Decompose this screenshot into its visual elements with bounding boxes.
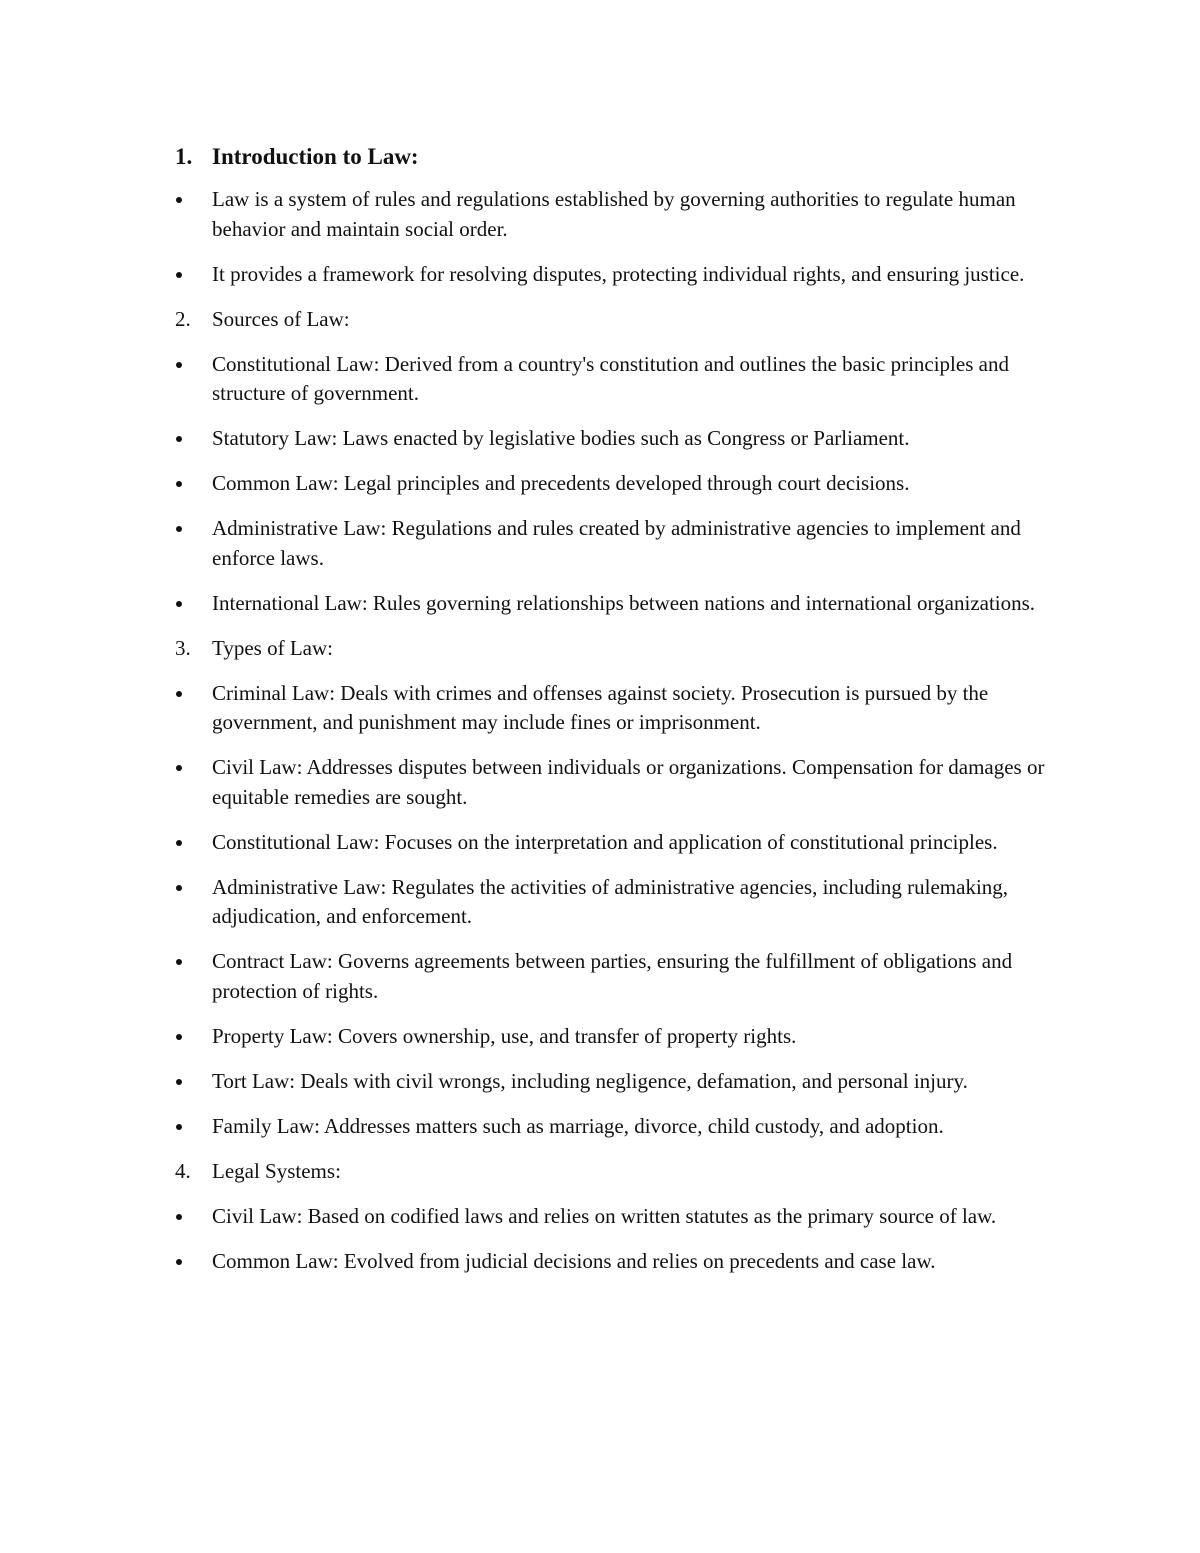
list-item-text: Civil Law: Based on codified laws and relies on written statutes as the primary source of law. (212, 1203, 997, 1228)
bullet-icon (176, 885, 182, 891)
bullet-icon (176, 272, 182, 278)
list-item-text: Common Law: Legal principles and precedents developed through court decisions. (212, 471, 910, 495)
list-item-text: Administrative Law: Regulates the activities of administrative agencies, including rulemaking, adjudication, and enforcement. (212, 874, 1009, 928)
list-item-text: Civil Law: Addresses disputes between individuals or organizations. Compensation for damages or equitable remedies are sought. (212, 755, 1045, 809)
list-item (172, 424, 1072, 454)
section-heading-legal-systems (172, 1157, 1072, 1187)
bullet-icon (176, 1124, 182, 1130)
list-item-text: Administrative Law: Regulations and rules created by administrative agencies to implement and enforce laws. (212, 516, 1021, 570)
section-heading-sources (172, 305, 1072, 335)
list-item-text: Statutory Law: Laws enacted by legislative bodies such as Congress or Parliament. (212, 426, 910, 450)
section-title: Legal Systems: (212, 1158, 341, 1183)
section-title: Types of Law: (212, 635, 333, 660)
section-title: Introduction to Law: (212, 144, 419, 169)
list-item-text: International Law: Rules governing relationships between nations and international organizations. (212, 590, 1036, 615)
list-item (172, 947, 1072, 1006)
section-heading-types (172, 634, 1072, 664)
section-number: 1. (175, 144, 193, 169)
list-item (172, 185, 1072, 244)
bullet-icon (176, 526, 182, 532)
list-item-text: Law is a system of rules and regulations established by governing authorities to regulate human behavior and maintain social order. (212, 187, 1016, 241)
bullet-icon (176, 362, 182, 368)
list-item (172, 350, 1072, 409)
list-item (172, 469, 1072, 499)
bullet-icon (176, 1214, 182, 1220)
bullet-icon (176, 959, 182, 965)
bullet-icon (176, 840, 182, 846)
list-item (172, 873, 1072, 932)
list-item-text: Property Law: Covers ownership, use, and transfer of property rights. (212, 1023, 797, 1048)
list-item (172, 1202, 1072, 1232)
section-number: 3. (175, 635, 191, 660)
list-item-text: Common Law: Evolved from judicial decisions and relies on precedents and case law. (212, 1248, 936, 1273)
bullet-icon (176, 691, 182, 697)
list-item-text: Criminal Law: Deals with crimes and offenses against society. Prosecution is pursued by the government, and punishment may include fines or imprisonment. (212, 680, 989, 734)
list-item (172, 260, 1072, 290)
bullet-icon (176, 765, 182, 771)
bullet-icon (176, 1259, 182, 1265)
bullet-icon (176, 436, 182, 442)
list-item (172, 679, 1072, 738)
list-item (172, 589, 1072, 619)
list-item-text: Contract Law: Governs agreements between parties, ensuring the fulfillment of obligations and protection of rights. (212, 949, 1013, 1003)
bullet-icon (176, 601, 182, 607)
bullet-icon (176, 1079, 182, 1085)
list-item (172, 514, 1072, 573)
list-item-text: Constitutional Law: Focuses on the interpretation and application of constitutional principles. (212, 829, 998, 854)
list-item (172, 1022, 1072, 1052)
list-item (172, 1247, 1072, 1277)
list-item (172, 828, 1072, 858)
section-number: 2. (175, 306, 191, 331)
list-item-text: Constitutional Law: Derived from a country's constitution and outlines the basic principles and structure of government. (212, 351, 1009, 405)
list-item (172, 753, 1072, 812)
list-item-text: It provides a framework for resolving disputes, protecting individual rights, and ensuring justice. (212, 261, 1025, 286)
list-item (172, 1067, 1072, 1097)
bullet-icon (176, 481, 182, 487)
bullet-icon (176, 197, 182, 203)
list-item-text: Family Law: Addresses matters such as marriage, divorce, child custody, and adoption. (212, 1113, 944, 1138)
section-title: Sources of Law: (212, 306, 350, 331)
list-item (172, 1112, 1072, 1142)
list-item-text: Tort Law: Deals with civil wrongs, including negligence, defamation, and personal injury. (212, 1068, 968, 1093)
bullet-icon (176, 1034, 182, 1040)
section-heading-introduction (172, 141, 1072, 173)
section-number: 4. (175, 1158, 191, 1183)
document-body (172, 141, 1072, 1292)
